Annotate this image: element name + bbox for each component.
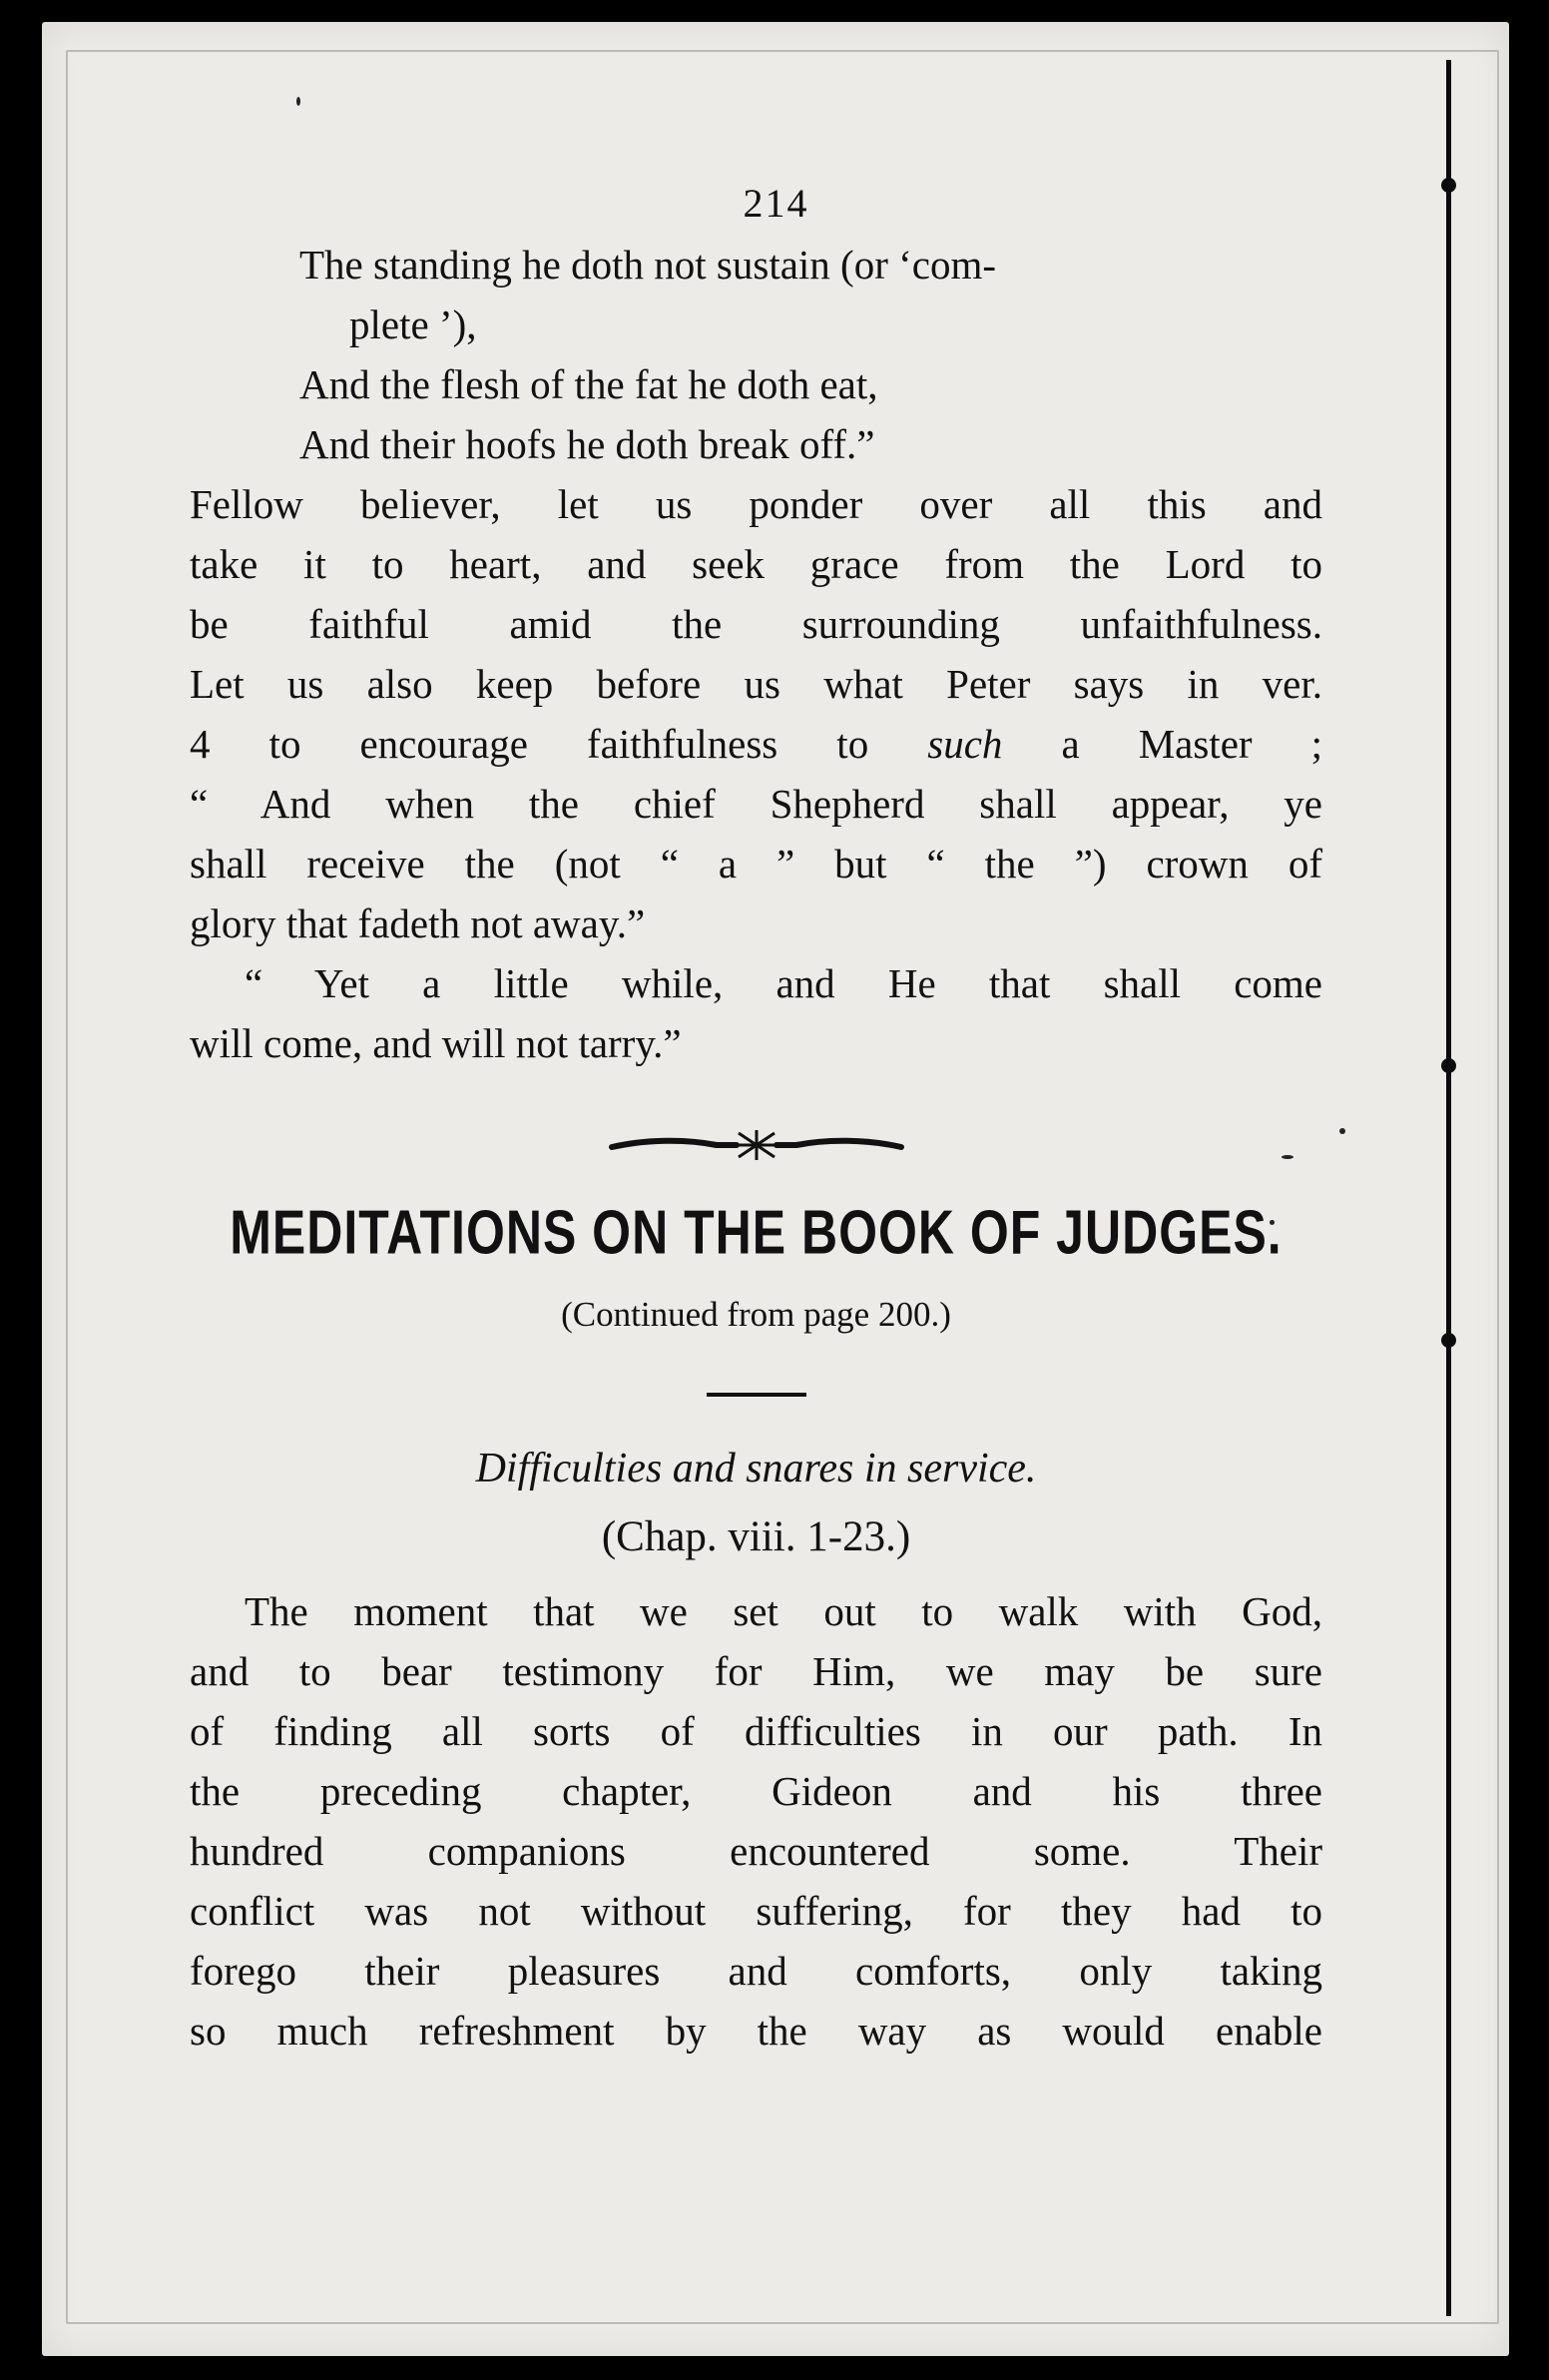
verse-line: The standing he doth not sustain (or ‘com- xyxy=(299,242,997,288)
body-line: and to bear testimony for Him, we may be sure xyxy=(190,1648,1322,1694)
body-line: so much refreshment by the way as would enable xyxy=(190,2008,1322,2054)
section-heading: MEDITATIONS ON THE BOOK OF JUDGES. xyxy=(230,1197,1283,1267)
verse-line: plete ’), xyxy=(349,301,477,347)
body-line: Fellow believer, let us ponder over all this and xyxy=(190,481,1322,527)
paragraph-fellow-believer xyxy=(190,474,1322,953)
paragraph-yet-a-little-while xyxy=(190,953,1322,1073)
page-number: 214 xyxy=(743,181,809,226)
ink-speck xyxy=(1339,1128,1345,1134)
chapter-reference: (Chap. viii. 1-23.) xyxy=(601,1513,911,1560)
body-line: of finding all sorts of difficulties in our path. In xyxy=(190,1708,1322,1754)
body-line: The moment that we set out to walk with God, xyxy=(245,1588,1322,1634)
body-line: “ Yet a little while, and He that shall come xyxy=(245,960,1322,1006)
ornament-divider xyxy=(607,1125,906,1165)
body-line: take it to heart, and seek grace from the Lord to xyxy=(190,541,1322,587)
verse-line: And their hoofs he doth break off.” xyxy=(299,421,875,467)
body-line: be faithful amid the surrounding unfaithfulness. xyxy=(190,601,1322,647)
rule-knob xyxy=(1441,1058,1456,1073)
rule-knob xyxy=(1441,178,1456,193)
body-line: forego their pleasures and comforts, only taking xyxy=(190,1948,1322,1994)
verse-line: And the flesh of the fat he doth eat, xyxy=(299,361,878,407)
body-line: Let us also keep before us what Peter says in ver. xyxy=(190,661,1322,707)
body-line: the preceding chapter, Gideon and his three xyxy=(190,1768,1322,1814)
body-line: “ And when the chief Shepherd shall appear, ye xyxy=(190,781,1322,827)
verse-block xyxy=(190,235,1322,474)
body-line: hundred companions encountered some. Their xyxy=(190,1828,1322,1874)
ink-speck xyxy=(296,97,300,106)
body-line: glory that fadeth not away.” xyxy=(190,900,646,946)
rule-knob xyxy=(1441,1333,1456,1348)
margin-rule xyxy=(1446,60,1451,2316)
paragraph-the-moment xyxy=(190,1581,1322,2061)
body-text: a Master ; xyxy=(1061,721,1322,767)
section-subtitle: Difficulties and snares in service. xyxy=(475,1446,1037,1491)
continued-note: (Continued from page 200.) xyxy=(561,1295,951,1334)
body-line: will come, and will not tarry.” xyxy=(190,1020,682,1066)
page-content xyxy=(190,180,1322,2061)
short-rule xyxy=(707,1393,806,1397)
body-line: shall receive the (not “ a ” but “ the ”) crown of xyxy=(190,841,1322,887)
body-line xyxy=(190,714,1322,774)
emphasis-such: such xyxy=(927,721,1003,767)
body-line: conflict was not without suffering, for they had to xyxy=(190,1888,1322,1934)
body-text: 4 to encourage faithfulness to xyxy=(190,721,928,767)
